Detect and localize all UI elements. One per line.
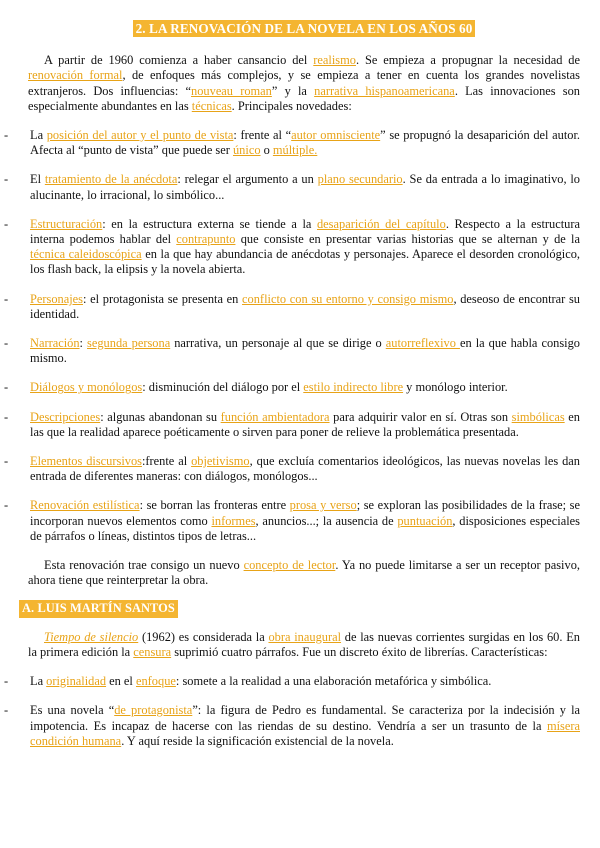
highlight-plano-secundario: plano secundario — [317, 172, 403, 187]
highlight-enfoque: enfoque — [135, 674, 176, 689]
highlight-autorreflexivo: autorreflexivo — [385, 336, 460, 351]
item-text: en la que hay abundancia de anécdotas y personajes. Aparece el desorden cronológico, los flash back, la elipsis y la novela abierta. — [30, 247, 580, 277]
item-text: : relegar el argumento a un — [177, 172, 318, 187]
item-text: ”: la figura de Pedro es fundamental. Se caracteriza por la indecisión y la impotencia. Es incapaz de hacerse con las riendas de su destino. Vendría a ser un trasunto de la — [30, 703, 581, 733]
bullet-dash: - — [4, 216, 9, 231]
list-item-renovacion-estilistica — [4, 498, 581, 544]
highlight-descripciones: Descripciones — [30, 409, 101, 424]
highlight-estilo-indirecto-libre: estilo indirecto libre — [303, 380, 404, 395]
item-text: ; se exploran las posibilidades de la frase; se incorporan nuevos elementos como — [30, 498, 581, 528]
highlight-nouveau-roman: nouveau roman — [191, 83, 272, 98]
intro-text: . Las innovaciones son especialmente abundantes en las — [28, 83, 581, 113]
intro-text: . Principales novedades: — [231, 98, 352, 113]
highlight-misera-condicion-humana: mísera condición humana — [30, 718, 580, 748]
bullet-dash: - — [4, 674, 9, 689]
item-text: : disminución del diálogo por el — [142, 380, 304, 395]
highlight-dialogos-monologos: Diálogos y monólogos — [30, 380, 143, 395]
highlight-multiple: múltiple. — [272, 143, 318, 158]
intro-text: , de enfoques más complejos, y se empieza a tener en cuenta los grandes novelistas extranjeros. Dos influencias: “ — [28, 68, 580, 98]
intro-text: A partir de 1960 comienza a haber cansancio del — [44, 53, 314, 68]
highlight-tecnica-caleidoscopica: técnica caleidoscópica — [30, 247, 142, 262]
bullet-dash: - — [4, 703, 9, 718]
bullet-dash: - — [4, 380, 9, 395]
item-text: narrativa, un personaje al que se dirige o — [170, 336, 386, 351]
item-text: La — [30, 128, 47, 143]
highlight-tiempo-de-silencio: Tiempo de silencio — [44, 629, 139, 644]
item-text: . Y aquí reside la significación existencial de la novela. — [121, 733, 394, 748]
highlight-censura: censura — [133, 644, 172, 659]
bullet-dash: - — [4, 498, 9, 513]
list-item-anecdota — [4, 172, 581, 202]
bullet-dash: - — [4, 172, 9, 187]
highlight-tratamiento-anecdota: tratamiento de la anécdota — [44, 172, 178, 187]
item-text: La — [30, 674, 47, 689]
closing-text: Esta renovación trae consigo un nuevo — [44, 558, 244, 573]
item-text: : algunas abandonan su — [100, 409, 221, 424]
bullet-dash: - — [4, 336, 9, 351]
item-text: El — [30, 172, 45, 187]
highlight-objetivismo: objetivismo — [191, 454, 250, 469]
list-item-estructuracion — [4, 216, 580, 278]
item-text: , que excluía comentarios ideológicos, las nuevas novelas les dan entrada de diferentes maneras: con diálogos, monólogos... — [30, 454, 580, 484]
bullet-dash: - — [4, 409, 9, 424]
title-wrap — [28, 20, 580, 37]
list-item-personajes — [4, 291, 580, 322]
highlight-estructuracion: Estructuración — [30, 216, 103, 231]
list-item-narracion — [4, 336, 581, 366]
item-text: , anuncios...; la ausencia de — [255, 513, 398, 528]
intro-paragraph — [28, 53, 580, 114]
highlight-tecnicas: técnicas — [191, 98, 232, 113]
santos-text: suprimió cuatro párrafos. Fue un discreto éxito de librerías. Características: — [171, 644, 548, 659]
item-text: o — [260, 143, 273, 158]
item-text: . Se da entrada a lo imaginativo, lo alucinante, lo irracional, lo simbólico... — [30, 172, 581, 202]
highlight-autor-omnisciente: autor omnisciente — [291, 128, 381, 143]
highlight-narracion: Narración — [30, 336, 80, 351]
item-text: en el — [106, 674, 136, 689]
item-text: y monólogo interior. — [403, 380, 508, 395]
highlight-conflicto-entorno: conflicto con su entorno y consigo mismo — [242, 291, 454, 306]
item-text: : en la estructura externa se tiende a la — [102, 216, 317, 231]
highlight-prosa-verso: prosa y verso — [289, 498, 357, 513]
highlight-segunda-persona: segunda persona — [87, 336, 171, 351]
highlight-de-protagonista: de protagonista — [114, 703, 193, 718]
page-title: 2. LA RENOVACIÓN DE LA NOVELA EN LOS AÑOS 60 — [133, 20, 476, 37]
item-text: en las que la realidad aparece poéticamente o sirven para poner de relieve la problemática presentada. — [30, 409, 580, 439]
highlight-realismo: realismo — [313, 53, 356, 68]
bullet-dash: - — [4, 291, 9, 306]
closing-paragraph — [28, 558, 580, 588]
highlight-informes: informes — [211, 513, 256, 528]
item-text: que consiste en presentar varias historias que se alternan y de la — [235, 232, 580, 247]
highlight-funcion-ambientadora: función ambientadora — [220, 409, 330, 424]
highlight-simbolicas: simbólicas — [511, 409, 565, 424]
highlight-elementos-discursivos: Elementos discursivos — [30, 454, 142, 469]
highlight-narrativa-hispanoamericana: narrativa hispanoamericana — [314, 83, 455, 98]
item-text: : se borran las fronteras entre — [139, 498, 290, 513]
highlight-puntuacion: puntuación — [397, 513, 453, 528]
intro-text: ” y la — [271, 83, 315, 98]
highlight-obra-inaugural: obra inaugural — [268, 629, 342, 644]
highlight-contrapunto: contrapunto — [176, 232, 236, 247]
item-text: :frente al — [141, 454, 192, 469]
item-text: en la que habla consigo mismo. — [30, 336, 581, 366]
closing-text: . Ya no puede limitarse a ser un receptor pasivo, ahora tiene que reinterpretar la obra. — [28, 558, 580, 588]
santos-text: (1962) es considerada la — [138, 629, 269, 644]
highlight-personajes: Personajes — [30, 291, 83, 306]
item-text: : — [79, 336, 88, 351]
list-item-autor — [4, 128, 581, 158]
intro-text: . Se empieza a propugnar la necesidad de — [355, 53, 580, 68]
highlight-originalidad: originalidad — [46, 674, 107, 689]
list-item-protagonista — [4, 703, 581, 749]
item-text: : frente al “ — [233, 128, 292, 143]
list-item-dialogos — [4, 380, 580, 395]
item-text: , deseoso de encontrar su identidad. — [30, 291, 580, 321]
item-text: Es una novela “ — [30, 703, 115, 718]
list-item-elementos-discursivos — [4, 454, 580, 484]
highlight-unico: único — [232, 143, 261, 158]
santos-paragraph — [28, 630, 580, 660]
highlight-renovacion-formal: renovación formal — [28, 68, 123, 83]
item-text: . Respecto a la estructura interna podemos hablar del — [30, 216, 580, 247]
list-item-originalidad — [4, 674, 580, 689]
highlight-concepto-lector: concepto de lector — [243, 558, 336, 573]
bullet-dash: - — [4, 454, 9, 469]
list-item-descripciones — [4, 409, 580, 440]
item-text: ” se propugnó la desaparición del autor. Afecta al “punto de vista” que puede ser — [30, 128, 581, 158]
highlight-renovacion-estilistica: Renovación estilística — [30, 498, 140, 513]
item-text: : el protagonista se presenta en — [83, 291, 243, 306]
bullet-dash: - — [4, 128, 9, 143]
highlight-desaparicion-capitulo: desaparición del capítulo — [316, 216, 446, 231]
section-heading-luis-martin-santos: A. LUIS MARTÍN SANTOS — [19, 600, 178, 617]
santos-text: de las nuevas corrientes surgidas en los 60. En la primera edición la — [28, 629, 580, 659]
item-text: : somete a la realidad a una elaboración metafórica y simbólica. — [175, 674, 492, 689]
item-text: , disposiciones especiales de párrafos o líneas, distintos tipos de letras... — [30, 513, 580, 543]
item-text: para adquirir valor en sí. Otras son — [329, 409, 512, 424]
highlight-posicion-autor: posición del autor y el punto de vista — [46, 128, 234, 143]
